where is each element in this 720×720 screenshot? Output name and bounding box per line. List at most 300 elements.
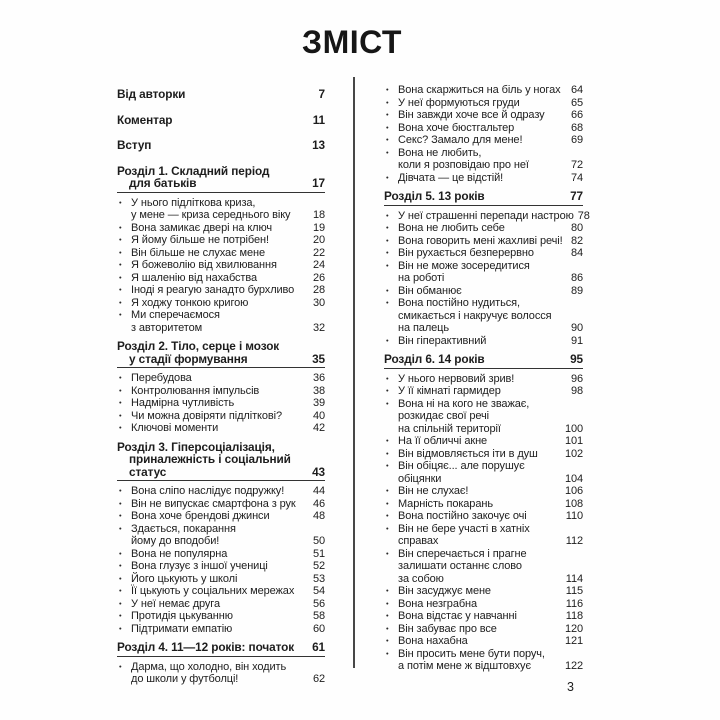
toc-item-content: [131, 610, 325, 623]
toc-item-content: [398, 172, 583, 185]
toc-item-content: [398, 122, 583, 135]
toc-entry-text: Він засуджує мене: [398, 585, 491, 597]
toc-item-content: [398, 210, 590, 223]
toc-item-content: [131, 422, 325, 435]
toc-entry-text: Він більше не слухає мене: [131, 246, 266, 259]
toc-item: [384, 448, 583, 461]
toc-entry-text: Іноді я реагую занадто бурхливо: [131, 284, 295, 296]
toc-entry-line: [131, 385, 325, 398]
toc-item-content: [398, 448, 583, 461]
toc-entry-line: [131, 498, 325, 511]
bullet-icon: •: [119, 247, 122, 257]
toc-entry-line: [398, 548, 583, 561]
toc-front-entry: [117, 114, 325, 127]
toc-entry-line: [398, 172, 583, 185]
toc-item-content: [131, 284, 325, 297]
toc-item-content: [398, 297, 583, 335]
bullet-icon: •: [386, 598, 389, 608]
toc-entry-text: Ми сперечаємося: [131, 309, 220, 321]
bullet-icon: •: [119, 598, 122, 608]
toc-entry-text: Вона ні на кого не зважає,: [398, 397, 530, 410]
toc-entry-page-number: 53: [312, 572, 325, 585]
toc-item: [117, 197, 325, 222]
toc-entry-page-number: 51: [312, 547, 325, 560]
toc-entry-line: [398, 460, 583, 473]
toc-entry-line: [131, 535, 325, 548]
toc-entry-text: Вона не любить себе: [398, 222, 505, 234]
toc-entry-line: [398, 623, 583, 636]
toc-entry-text: Підтримати емпатію: [131, 622, 233, 635]
toc-item: [384, 510, 583, 523]
bullet-icon: •: [386, 85, 389, 94]
toc-entry-text: а потім мене ж відштовхує: [398, 660, 531, 672]
toc-entry-page-number: 82: [570, 234, 583, 247]
bullet-icon: •: [119, 511, 122, 520]
toc-entry-page-number: 48: [312, 510, 325, 522]
toc-item: [117, 585, 325, 598]
toc-item-content: [131, 197, 325, 222]
toc-entry-page-number: 116: [565, 597, 583, 610]
toc-entry-line: [117, 466, 325, 479]
toc-entry-line: [398, 573, 583, 586]
toc-entry-text: Він не бере участі в хатніх: [398, 522, 530, 535]
toc-item-content: [398, 147, 583, 172]
toc-entry-text: обіцянки: [398, 472, 442, 485]
toc-entry-page-number: 60: [312, 622, 325, 635]
toc-item: [117, 410, 325, 423]
toc-entry-page-number: 35: [312, 351, 325, 366]
toc-item: [117, 309, 325, 334]
toc-entry-line: [398, 84, 583, 97]
bullet-icon: •: [119, 486, 122, 495]
toc-item-content: [398, 97, 583, 110]
toc-entry-page-number: 90: [570, 322, 583, 334]
toc-entry-text: Вона нахабна: [398, 635, 468, 647]
toc-entry-page-number: 18: [312, 209, 325, 221]
toc-entry-line: [131, 422, 325, 435]
toc-entry-text: Вона сліпо наслідує подружку!: [131, 485, 285, 497]
toc-entry-text: Вона глузує з іншої учениці: [131, 560, 268, 572]
toc-entry-text: Вона хоче брендові джинси: [131, 510, 270, 522]
bullet-icon: •: [386, 210, 389, 220]
toc-entry-line: [398, 648, 583, 661]
toc-item: [117, 422, 325, 435]
toc-entry-page-number: 101: [564, 435, 583, 447]
bullet-icon: •: [119, 498, 122, 508]
bullet-icon: •: [119, 272, 122, 282]
toc-item-content: [398, 373, 583, 386]
toc-item: [384, 84, 583, 97]
toc-entry-page-number: 115: [565, 585, 583, 597]
page-title: ЗМІСТ: [302, 24, 402, 60]
bullet-icon: •: [386, 335, 389, 345]
toc-entry-line: [398, 122, 583, 135]
toc-item: [384, 285, 583, 298]
toc-item-content: [398, 510, 583, 523]
toc-item: [384, 373, 583, 386]
toc-entry-line: [398, 498, 583, 511]
bullet-icon: •: [119, 661, 122, 671]
toc-item: [384, 498, 583, 511]
toc-entry-line: [398, 385, 583, 398]
toc-entry-line: [131, 259, 325, 272]
toc-entry-page-number: 17: [312, 176, 325, 190]
toc-entry-text: У неї страшенні перепади настрою: [398, 209, 574, 222]
toc-entry-text: Він відмовляється іти в душ: [398, 447, 538, 460]
bullet-icon: •: [386, 373, 389, 383]
toc-entry-line: [131, 610, 325, 623]
toc-item: [384, 97, 583, 110]
toc-entry-text: Він просить мене бути поруч,: [398, 647, 545, 660]
toc-entry-line: [131, 322, 325, 335]
toc-entry-page-number: 62: [312, 673, 325, 685]
toc-item-content: [131, 510, 325, 523]
toc-entry-page-number: 64: [570, 84, 583, 96]
toc-entry-text: Марність покарань: [398, 497, 493, 510]
toc-item-content: [398, 134, 583, 147]
toc-entry-line: [117, 340, 325, 353]
toc-item-content: [398, 498, 583, 511]
toc-entry-text: Розділ 1. Складний період: [117, 163, 270, 178]
toc-entry-page-number: 89: [570, 284, 583, 297]
toc-entry-page-number: 72: [570, 159, 583, 171]
toc-entry-line: [398, 134, 583, 147]
bullet-icon: •: [386, 586, 389, 595]
toc-entry-line: [398, 210, 590, 223]
toc-item: [117, 485, 325, 498]
toc-item-content: [398, 109, 583, 122]
bullet-icon: •: [386, 285, 389, 295]
toc-entry-text: Вона незграбна: [398, 597, 478, 610]
toc-item: [384, 122, 583, 135]
toc-item-content: [398, 235, 583, 248]
toc-item: [384, 485, 583, 498]
toc-entry-line: [131, 598, 325, 611]
toc-item: [384, 209, 590, 223]
toc-entry-text: Перебудова: [131, 372, 192, 384]
toc-entry-text: для батьків: [129, 176, 197, 190]
toc-entry-page-number: 68: [570, 121, 583, 134]
toc-entry-line: [131, 661, 325, 674]
toc-entry-page-number: 80: [570, 222, 583, 234]
toc-entry-text: Він рухається безперервно: [398, 247, 534, 259]
toc-item: [384, 260, 583, 285]
bullet-icon: •: [386, 611, 389, 620]
toc-entry-line: [131, 623, 325, 636]
toc-entry-page-number: 32: [312, 321, 325, 334]
toc-item: [117, 498, 325, 511]
toc-entry-text: Він забуває про все: [398, 622, 497, 635]
bullet-icon: •: [119, 586, 122, 595]
bullet-icon: •: [119, 398, 122, 407]
toc-entry-page-number: 102: [564, 447, 583, 460]
toc-item-content: [131, 272, 325, 285]
toc-entry-text: Секс? Замало для мене!: [398, 134, 523, 146]
toc-item-content: [131, 222, 325, 235]
toc-item: [117, 510, 325, 523]
bullet-icon: •: [119, 260, 122, 269]
toc-entry-text: У її кімнаті гармидер: [398, 385, 501, 397]
toc-entry-line: [398, 310, 583, 323]
toc-entry-text: залишати останнє слово: [398, 560, 522, 572]
toc-entry-page-number: 98: [570, 385, 583, 397]
toc-entry-text: Він сперечається і прагне: [398, 547, 527, 560]
toc-item-content: [131, 234, 325, 247]
toc-entry-page-number: 121: [564, 635, 583, 647]
toc-entry-line: [398, 660, 583, 673]
toc-item-content: [398, 84, 583, 97]
toc-entry-page-number: 44: [312, 485, 325, 497]
toc-entry-line: [398, 222, 583, 235]
toc-entry-text: Він не слухає!: [398, 485, 469, 497]
toc-section-header: [384, 353, 583, 369]
toc-entry-page-number: 61: [312, 640, 325, 654]
toc-item: [117, 234, 325, 247]
toc-entry-line: [384, 190, 583, 203]
toc-item-content: [398, 285, 583, 298]
toc-entry-text: на спільній території: [398, 422, 501, 435]
toc-item: [117, 284, 325, 297]
toc-entry-page-number: 11: [312, 112, 325, 127]
toc-entry-text: Вона замикає двері на ключ: [131, 221, 273, 234]
toc-entry-line: [131, 247, 325, 260]
toc-entry-line: [131, 523, 325, 536]
toc-entry-page-number: 20: [312, 234, 325, 246]
toc-entry-text: Вона говорить мені жахливі речі!: [398, 234, 563, 247]
toc-item: [117, 560, 325, 573]
toc-entry-page-number: 39: [312, 397, 325, 409]
toc-entry-text: Вона хоче бюстгальтер: [398, 121, 515, 134]
bullet-icon: •: [119, 297, 122, 307]
toc-entry-page-number: 86: [570, 272, 583, 284]
toc-entry-line: [398, 410, 583, 423]
toc-entry-text: приналежність і соціальний: [129, 452, 291, 466]
toc-item: [384, 385, 583, 398]
toc-entry-text: Чи можна довіряти підліткові?: [131, 409, 282, 422]
toc-item-content: [398, 335, 583, 348]
toc-item: [117, 397, 325, 410]
toc-entry-text: Дівчата — це відстій!: [398, 171, 504, 184]
bullet-icon: •: [386, 147, 389, 157]
toc-entry-page-number: 19: [312, 221, 325, 234]
bullet-icon: •: [386, 122, 389, 132]
toc-entry-page-number: 22: [312, 246, 325, 259]
toc-entry-line: [398, 335, 583, 348]
toc-item: [117, 247, 325, 260]
toc-item: [384, 435, 583, 448]
toc-entry-line: [398, 97, 583, 110]
toc-entry-text: Розділ 3. Гіперсоціалізація,: [117, 439, 275, 454]
toc-entry-text: Його цькують у школі: [131, 572, 238, 585]
toc-entry-page-number: 91: [570, 334, 583, 347]
bullet-icon: •: [386, 461, 389, 470]
toc-entry-line: [131, 372, 325, 385]
toc-item: [384, 109, 583, 122]
toc-entry-line: [398, 373, 583, 386]
toc-entry-text: у стадії формування: [129, 351, 248, 366]
toc-entry-text: у мене — криза середнього віку: [131, 209, 291, 221]
bullet-icon: •: [386, 398, 389, 408]
toc-item: [117, 610, 325, 623]
bullet-icon: •: [119, 611, 122, 620]
toc-entry-text: Її цькують у соціальних мережах: [131, 585, 295, 597]
toc-entry-page-number: 43: [312, 464, 325, 479]
toc-item-content: [398, 247, 583, 260]
toc-entry-text: Здається, покарання: [131, 522, 236, 535]
toc-entry-line: [131, 573, 325, 586]
toc-entry-line: [131, 548, 325, 561]
column-divider: [353, 77, 355, 668]
toc-entry-line: [131, 673, 325, 686]
toc-item-content: [131, 485, 325, 498]
toc-entry-page-number: 69: [570, 134, 583, 146]
toc-entry-text: У нього підліткова криза,: [131, 196, 256, 209]
toc-entry-page-number: 30: [312, 296, 325, 309]
toc-entry-page-number: 7: [318, 87, 325, 101]
toc-item: [384, 623, 583, 636]
toc-entry-page-number: 13: [312, 138, 325, 152]
toc-entry-page-number: 108: [564, 497, 583, 510]
toc-entry-text: У нього нервовий зрив!: [398, 372, 515, 385]
toc-item: [384, 635, 583, 648]
toc-entry-text: Він не випускає смартфона з рук: [131, 497, 296, 510]
toc-entry-text: коли я розповідаю про неї: [398, 159, 529, 171]
toc-entry-line: [131, 209, 325, 222]
toc-front-entry: [117, 139, 325, 152]
toc-entry-text: Він не може зосередитися: [398, 259, 530, 272]
toc-item: [384, 134, 583, 147]
bullet-icon: •: [386, 298, 389, 307]
bullet-icon: •: [119, 285, 122, 294]
bullet-icon: •: [386, 548, 389, 558]
toc-entry-text: Надмірна чутливість: [131, 397, 235, 409]
bullet-icon: •: [386, 623, 389, 633]
toc-item-content: [398, 385, 583, 398]
bullet-icon: •: [386, 648, 389, 658]
toc-item-content: [131, 259, 325, 272]
toc-entry-page-number: 40: [312, 409, 325, 422]
bullet-icon: •: [119, 310, 122, 319]
toc-entry-text: Від авторки: [117, 87, 186, 101]
toc-entry-line: [398, 585, 583, 598]
toc-item: [384, 585, 583, 598]
toc-entry-page-number: 42: [312, 422, 325, 434]
bullet-icon: •: [386, 235, 389, 245]
bullet-icon: •: [386, 436, 389, 445]
toc-entry-page-number: 36: [312, 372, 325, 384]
toc-entry-line: [398, 635, 583, 648]
toc-entry-line: [384, 353, 583, 366]
toc-entry-line: [398, 322, 583, 335]
toc-entry-line: [398, 147, 583, 160]
toc-entry-text: Вступ: [117, 138, 152, 152]
toc-entry-page-number: 77: [570, 189, 583, 203]
bullet-icon: •: [386, 110, 389, 119]
toc-entry-text: Вона не популярна: [131, 547, 228, 560]
toc-section-header: [117, 641, 325, 657]
toc-entry-page-number: 54: [312, 585, 325, 597]
bullet-icon: •: [119, 573, 122, 583]
bullet-icon: •: [119, 385, 122, 395]
toc-entry-line: [131, 585, 325, 598]
toc-item: [117, 385, 325, 398]
toc-entry-text: з авторитетом: [131, 321, 203, 334]
bullet-icon: •: [386, 498, 389, 508]
toc-entry-line: [398, 235, 583, 248]
toc-entry-text: Я божеволію від хвилювання: [131, 259, 277, 271]
toc-item: [384, 297, 583, 335]
toc-entry-text: до школи у футболці!: [131, 673, 239, 685]
toc-item: [117, 372, 325, 385]
toc-entry-line: [117, 114, 325, 127]
toc-entry-page-number: 24: [312, 259, 325, 271]
toc-entry-page-number: 58: [312, 610, 325, 622]
toc-item-content: [398, 548, 583, 586]
toc-item: [384, 548, 583, 586]
toc-entry-text: Коментар: [117, 112, 173, 127]
bullet-icon: •: [119, 222, 122, 232]
toc-entry-page-number: 84: [570, 247, 583, 259]
toc-column-left: [117, 88, 325, 686]
toc-entry-text: Вона постійно закочує очі: [398, 510, 527, 522]
toc-item-content: [131, 372, 325, 385]
toc-entry-line: [398, 247, 583, 260]
toc-entry-line: [131, 410, 325, 423]
toc-entry-page-number: 56: [312, 597, 325, 610]
toc-entry-page-number: 114: [565, 572, 583, 585]
toc-entry-text: Він завжди хоче все й одразу: [398, 109, 545, 121]
toc-entry-text: Вона скаржиться на біль у ногах: [398, 84, 561, 96]
toc-entry-line: [117, 353, 325, 366]
toc-entry-line: [398, 260, 583, 273]
toc-entry-line: [398, 297, 583, 310]
toc-entry-line: [398, 560, 583, 573]
toc-section-header: [117, 165, 325, 193]
toc-entry-text: Вона постійно нудиться,: [398, 297, 520, 309]
toc-item-content: [131, 598, 325, 611]
toc-item-content: [131, 385, 325, 398]
bullet-icon: •: [386, 523, 389, 533]
toc-item-content: [131, 573, 325, 586]
toc-entry-text: Розділ 4. 11—12 років: початок: [117, 640, 295, 654]
toc-entry-page-number: 66: [570, 109, 583, 121]
toc-item: [384, 235, 583, 248]
toc-item-content: [131, 297, 325, 310]
toc-entry-line: [398, 435, 583, 448]
toc-entry-page-number: 100: [564, 422, 583, 435]
toc-item-content: [398, 648, 583, 673]
toc-entry-page-number: 74: [570, 171, 583, 184]
bullet-icon: •: [386, 511, 389, 520]
bullet-icon: •: [119, 235, 122, 244]
toc-entry-text: Ключові моменти: [131, 422, 219, 434]
toc-item: [384, 523, 583, 548]
toc-entry-line: [131, 197, 325, 210]
toc-front-entry: [117, 88, 325, 101]
bullet-icon: •: [119, 523, 122, 533]
bullet-icon: •: [386, 172, 389, 182]
toc-entry-line: [131, 397, 325, 410]
toc-entry-text: Контролювання імпульсів: [131, 384, 260, 397]
toc-item-content: [398, 460, 583, 485]
toc-entry-page-number: 96: [570, 372, 583, 385]
toc-entry-line: [117, 453, 325, 466]
toc-entry-text: Протидія цькуванню: [131, 610, 233, 622]
toc-item: [384, 172, 583, 185]
bullet-icon: •: [119, 548, 122, 558]
toc-item: [117, 623, 325, 636]
toc-item-content: [398, 598, 583, 611]
